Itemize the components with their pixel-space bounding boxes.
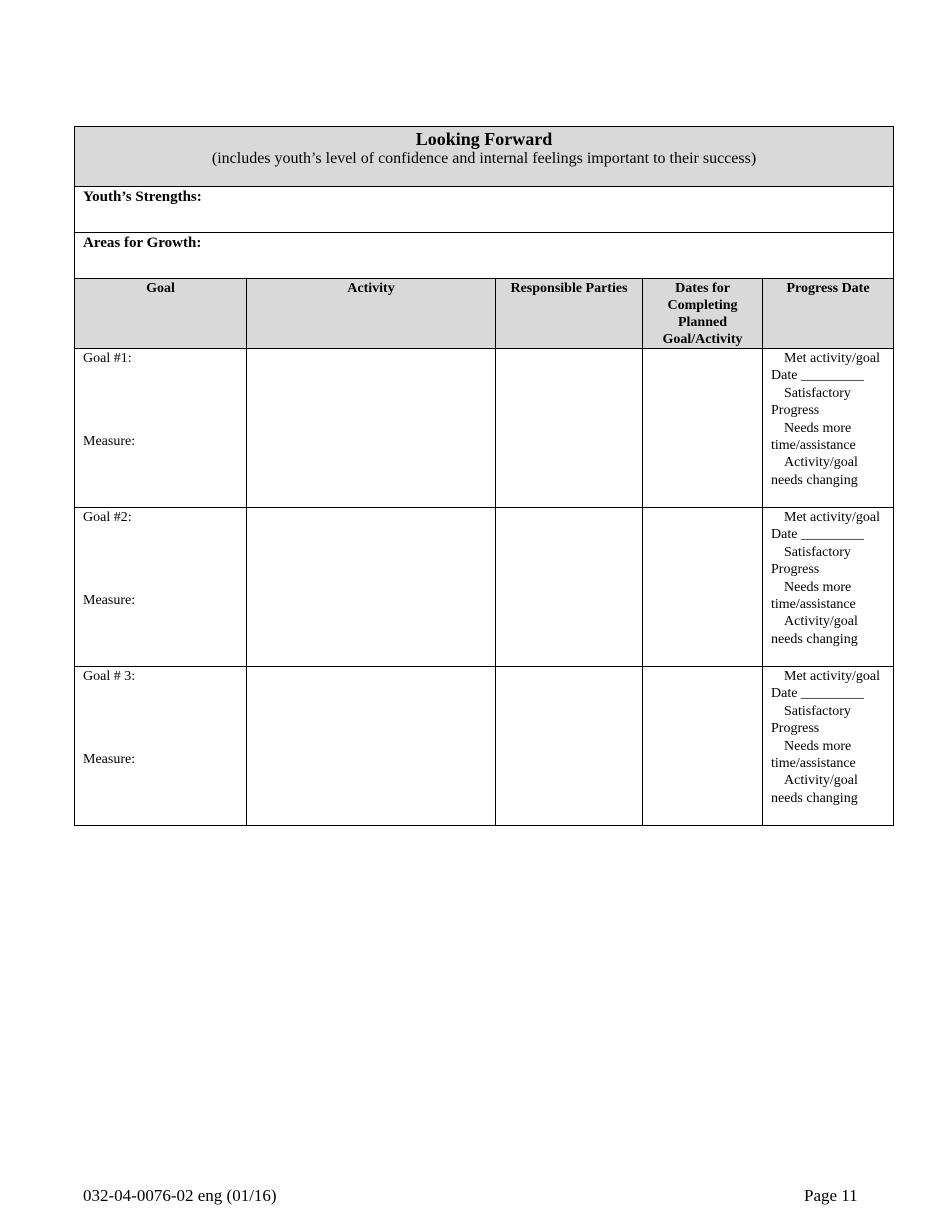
needs-changing-option[interactable]: Activity/goal needs changing [771,614,858,647]
form-title: Looking Forward [415,129,553,149]
responsible-parties-column-header: Responsible Parties [496,279,643,349]
progress-date-column-header: Progress Date [763,279,894,349]
form-number: 032-04-0076-02 eng (01/16) [83,1186,277,1205]
progress-cell [763,349,894,508]
responsible-parties-cell[interactable] [496,667,643,826]
goal-column-header: Goal [75,279,247,349]
dates-header-line: Goal/Activity [662,332,743,347]
needs-changing-option[interactable]: Activity/goal needs changing [771,773,858,806]
progress-cell [763,667,894,826]
column-header-row [75,279,894,349]
met-goal-option[interactable]: Met activity/goal [784,351,881,366]
form-header [75,127,894,187]
dates-header-line: Dates for [675,281,730,296]
goal-row-2 [75,508,894,667]
dates-header-line: Planned [677,315,727,330]
dates-header-line: Completing [667,298,738,313]
satisfactory-progress-option[interactable]: Satisfactory Progress [771,385,851,419]
responsible-parties-cell[interactable] [496,349,643,508]
needs-more-time-option[interactable]: Needs more time/assistance [771,420,856,454]
met-goal-option[interactable]: Met activity/goal [784,510,881,525]
goal-cell[interactable] [75,667,247,826]
areas-for-growth-label: Areas for Growth: [83,235,202,251]
areas-for-growth-field[interactable] [75,233,894,279]
satisfactory-progress-option[interactable]: Satisfactory Progress [771,703,851,737]
goal-label: Goal #2: [83,510,132,525]
goal-row-1 [75,349,894,508]
measure-label: Measure: [83,593,136,608]
goal-cell[interactable] [75,349,247,508]
looking-forward-table [74,126,894,826]
youth-strengths-label: Youth’s Strengths: [83,189,202,205]
progress-cell [763,508,894,667]
goal-label: Goal # 3: [83,669,136,684]
goal-cell[interactable] [75,508,247,667]
activity-cell[interactable] [247,667,496,826]
date-line[interactable]: Date _________ [771,368,864,384]
needs-more-time-option[interactable]: Needs more time/assistance [771,579,856,613]
activity-cell[interactable] [247,508,496,667]
dates-cell[interactable] [643,349,763,508]
needs-changing-option[interactable]: Activity/goal needs changing [771,455,858,488]
date-line[interactable]: Date _________ [771,686,864,702]
form-subtitle: (includes youth’s level of confidence and internal feelings important to their success) [211,150,757,167]
page-number: Page 11 [804,1186,858,1205]
dates-cell[interactable] [643,508,763,667]
activity-column-header: Activity [247,279,496,349]
goal-row-3 [75,667,894,826]
youth-strengths-field[interactable] [75,187,894,233]
activity-cell[interactable] [247,349,496,508]
met-goal-option[interactable]: Met activity/goal [784,669,881,684]
responsible-parties-cell[interactable] [496,508,643,667]
dates-cell[interactable] [643,667,763,826]
needs-more-time-option[interactable]: Needs more time/assistance [771,738,856,772]
dates-column-header [643,279,763,349]
date-line[interactable]: Date _________ [771,527,864,543]
measure-label: Measure: [83,434,136,449]
satisfactory-progress-option[interactable]: Satisfactory Progress [771,544,851,578]
goal-label: Goal #1: [83,351,132,366]
measure-label: Measure: [83,752,136,767]
